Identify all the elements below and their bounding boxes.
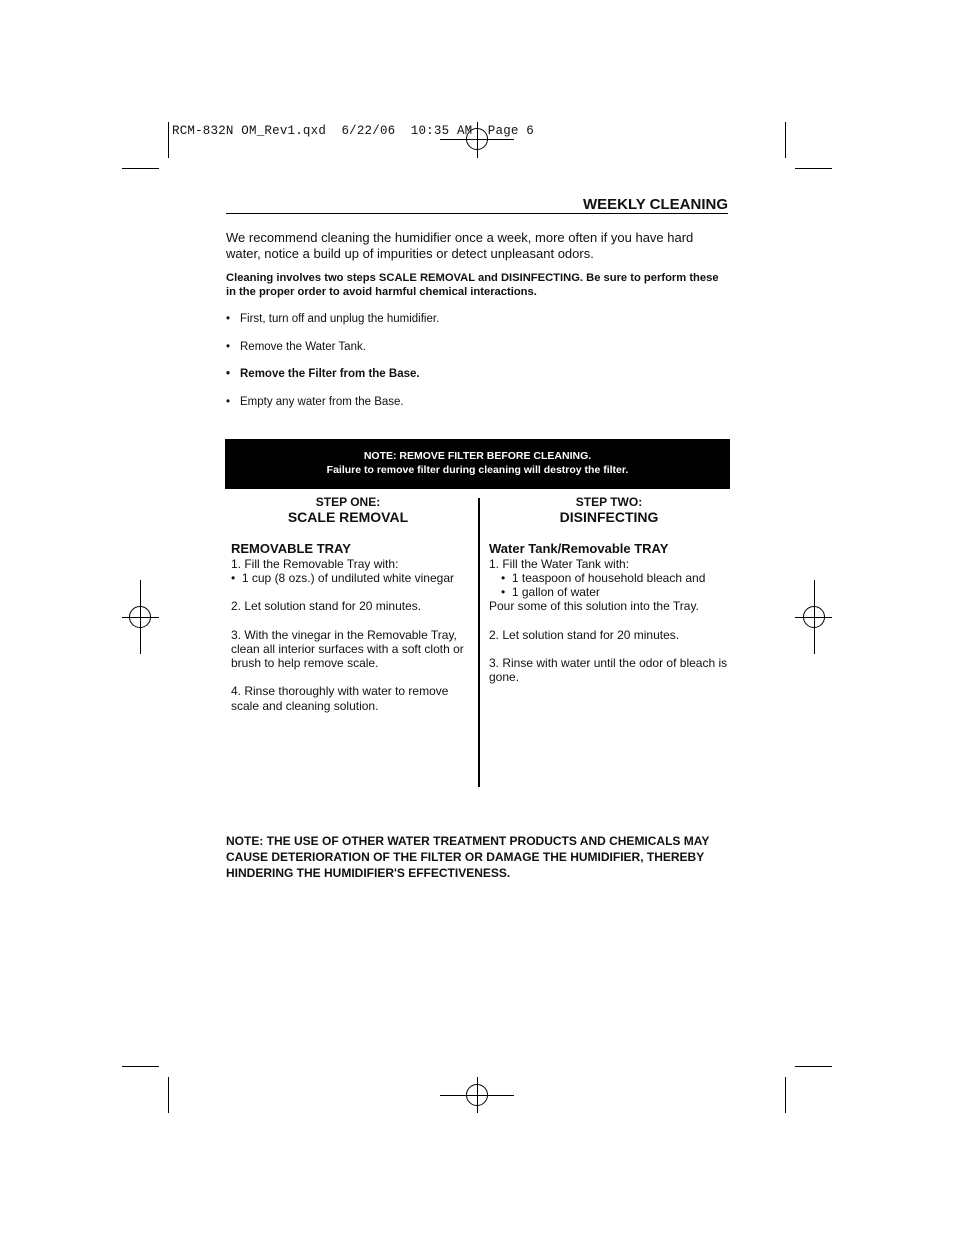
step-one-instruction-1-item <box>231 571 471 585</box>
step-one-instruction-2: 2. Let solution stand for 20 minutes. <box>231 599 422 614</box>
list-item <box>226 313 730 341</box>
slug-page: Page 6 <box>487 124 535 138</box>
step-one-subheading: REMOVABLE TRAY <box>231 541 351 557</box>
intro-paragraph: We recommend cleaning the humidifier once a week, more often if you have hard water, notice a build up of impurities or detect unpleasant odors. <box>226 230 694 261</box>
bullet-glyph: • <box>226 313 231 325</box>
step-two-instruction-2: 2. Let solution stand for 20 minutes. <box>489 627 680 642</box>
header-rule <box>226 213 728 214</box>
filter-warning-box <box>225 439 730 489</box>
prep-bullet-list <box>226 313 730 424</box>
list-item <box>226 368 730 396</box>
crop-mark <box>168 1077 169 1113</box>
chemicals-warning-note: NOTE: THE USE OF OTHER WATER TREATMENT PRODUCTS AND CHEMICALS MAY CAUSE DETERIORATION OF THE FILTER OR DAMAGE THE HUMIDIFIER, THEREBY HINDERING THE HUMIDIFIER'S EFFECTIVENESS. <box>226 834 710 880</box>
list-item <box>226 341 730 369</box>
crop-mark <box>122 168 159 169</box>
crop-mark <box>785 122 786 158</box>
step-two-instruction-1-item-b <box>489 585 729 599</box>
cleaning-steps-note: Cleaning involves two steps SCALE REMOVAL and DISINFECTING. Be sure to perform these in the proper order to avoid harmful chemical interactions. <box>226 272 719 298</box>
step-one-instruction-4: 4. Rinse thoroughly with water to remove scale and cleaning solution. <box>231 684 449 713</box>
step-one-label: STEP ONE: <box>315 495 381 509</box>
crop-mark <box>795 168 832 169</box>
bullet-text: First, turn off and unplug the humidifier. <box>240 313 440 325</box>
column-divider <box>478 498 480 787</box>
bullet-text: Remove the Filter from the Base. <box>240 368 420 381</box>
registration-line <box>814 580 815 654</box>
slug-date: 6/22/06 <box>341 124 396 138</box>
crop-mark <box>785 1077 786 1113</box>
step-one-instruction-3: 3. With the vinegar in the Removable Tray, clean all interior surfaces with a soft cloth or brush to help remove scale. <box>231 627 464 670</box>
list-item <box>226 396 730 424</box>
warning-line-2: Failure to remove filter during cleaning will destroy the filter. <box>326 464 629 476</box>
step-two-column <box>489 495 729 684</box>
step-two-instruction-3: 3. Rinse with water until the odor of bleach is gone. <box>489 656 728 685</box>
item-text: 1 teaspoon of household bleach and <box>511 570 706 585</box>
item-text: 1 gallon of water <box>511 585 600 600</box>
step-two-title: DISINFECTING <box>559 509 659 526</box>
step-two-instruction-1-item-a <box>489 571 729 585</box>
step-two-subheading: Water Tank/Removable TRAY <box>489 541 669 557</box>
registration-line <box>477 122 478 158</box>
bullet-glyph: • <box>226 396 231 409</box>
step-one-column <box>231 495 471 713</box>
bullet-glyph: • <box>226 368 231 381</box>
warning-line-1: NOTE: REMOVE FILTER BEFORE CLEANING. <box>363 450 592 462</box>
section-title: WEEKLY CLEANING <box>582 196 728 213</box>
step-two-instruction-1-after: Pour some of this solution into the Tray. <box>489 599 699 614</box>
step-two-label: STEP TWO: <box>575 495 643 509</box>
bullet-glyph: • <box>226 340 231 353</box>
registration-line <box>140 580 141 654</box>
item-text: 1 cup (8 ozs.) of undiluted white vinegar <box>241 570 454 585</box>
bullet-text: Remove the Water Tank. <box>240 340 366 353</box>
bullet-text: Empty any water from the Base. <box>240 396 404 409</box>
step-one-title: SCALE REMOVAL <box>287 509 409 526</box>
bullet-glyph: • <box>501 585 506 600</box>
slug-file: RCM-832N OM_Rev1.qxd <box>172 124 327 138</box>
slug-time: 10:35 AM <box>410 124 473 138</box>
crop-mark <box>122 1066 159 1067</box>
registration-line <box>477 1077 478 1113</box>
bullet-glyph: • <box>501 570 506 585</box>
step-two-instruction-1: 1. Fill the Water Tank with: <box>489 556 630 571</box>
crop-mark <box>795 1066 832 1067</box>
crop-mark <box>168 122 169 158</box>
step-one-instruction-1: 1. Fill the Removable Tray with: <box>231 556 399 571</box>
bullet-glyph: • <box>231 570 236 585</box>
